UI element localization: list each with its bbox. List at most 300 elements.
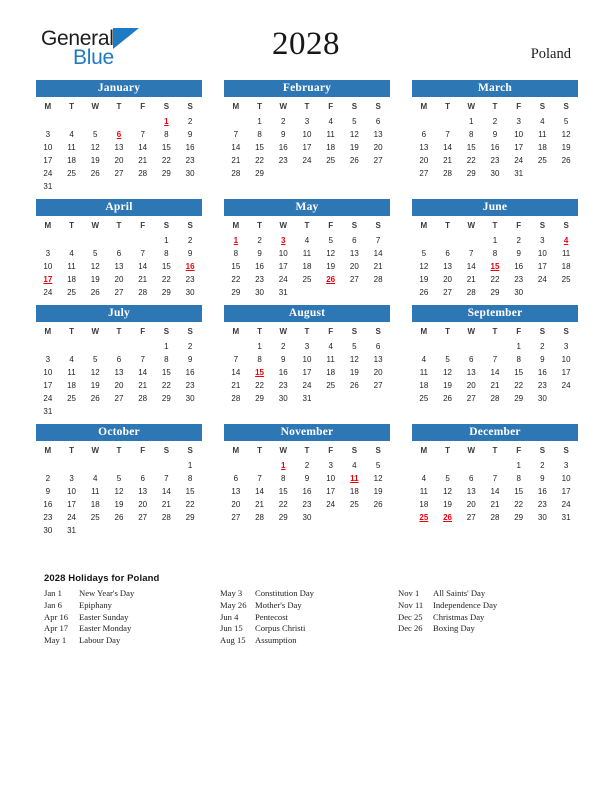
day-cell-holiday: 16 (185, 262, 195, 271)
day-cell: 23 (255, 275, 264, 284)
holiday-name: All Saints' Day (433, 588, 486, 598)
week-row (36, 180, 202, 193)
day-cell: 11 (419, 487, 428, 496)
day-cell: 12 (419, 262, 429, 271)
day-cell: 29 (490, 288, 500, 297)
day-cell-empty (107, 524, 131, 537)
day-cell-empty (343, 511, 367, 524)
weekday-header-4: F (140, 102, 146, 111)
day-cell: 5 (352, 117, 357, 126)
day-cell: 19 (326, 262, 336, 271)
week-row (36, 485, 202, 498)
day-cell: 30 (302, 513, 312, 522)
day-cell-empty (83, 340, 107, 353)
month-name-header: February (224, 80, 390, 97)
day-cell: 13 (114, 143, 124, 152)
weekday-header-5: S (539, 102, 546, 111)
weekday-header-2: W (467, 327, 476, 336)
day-cell: 22 (278, 500, 288, 509)
day-cell: 13 (419, 143, 429, 152)
day-cell: 9 (187, 130, 193, 139)
week-row (224, 260, 390, 273)
day-cell: 21 (138, 381, 148, 390)
week-row (412, 286, 578, 299)
day-cell-empty (436, 459, 460, 472)
day-cell: 1 (164, 342, 169, 351)
day-cell: 17 (43, 381, 53, 390)
day-cell-empty (412, 115, 436, 128)
day-cell-empty (107, 340, 131, 353)
holiday-name: Labour Day (79, 635, 121, 646)
day-cell: 14 (255, 487, 264, 496)
day-cell: 21 (373, 262, 383, 271)
day-cell: 9 (281, 355, 286, 364)
day-cell: 23 (278, 381, 288, 390)
day-cell: 24 (67, 513, 76, 522)
holiday-entry (220, 588, 398, 600)
day-cell: 12 (90, 368, 100, 377)
day-cell-empty (343, 286, 367, 299)
day-cell: 11 (419, 368, 428, 377)
day-cell-empty (366, 167, 390, 180)
holiday-name: Pentecost (255, 611, 288, 622)
day-cell-holiday: 4 (563, 236, 569, 245)
day-cell: 15 (161, 368, 171, 377)
day-cell: 7 (375, 236, 381, 245)
day-cell-holiday: 25 (419, 513, 429, 522)
weekday-header-6: S (563, 446, 569, 455)
day-cell: 13 (114, 368, 124, 377)
day-cell: 31 (302, 394, 312, 403)
day-cell-empty (531, 286, 555, 299)
weekday-header-row (224, 324, 390, 340)
day-cell: 28 (138, 288, 148, 297)
day-cell: 26 (443, 394, 452, 403)
day-cell: 12 (561, 130, 571, 139)
day-cell: 4 (93, 474, 98, 483)
day-cell: 10 (537, 249, 547, 258)
day-cell: 15 (466, 143, 476, 152)
day-cell: 5 (93, 249, 98, 258)
weekday-header-4: F (328, 221, 334, 230)
months-grid (36, 80, 578, 543)
day-cell: 15 (185, 487, 195, 496)
holiday-name: Epiphany (79, 599, 112, 610)
weekday-header-2: W (279, 102, 288, 111)
day-cell: 7 (140, 355, 145, 364)
weekday-header-2: W (467, 102, 476, 111)
day-cell: 11 (561, 249, 571, 258)
day-cell: 21 (466, 275, 476, 284)
day-cell: 18 (302, 262, 312, 271)
day-cell: 27 (138, 513, 148, 522)
week-row (412, 128, 578, 141)
day-cell: 12 (326, 249, 336, 258)
day-cell: 6 (352, 236, 357, 245)
month-name-header: March (412, 80, 578, 97)
weekday-header-row (36, 324, 202, 340)
day-cell-holiday: 17 (43, 275, 53, 284)
day-cell-empty (60, 340, 84, 353)
day-cell: 20 (373, 143, 383, 152)
weekday-header-3: T (116, 446, 122, 455)
holidays-legend (44, 573, 574, 647)
month-name-header: November (224, 424, 390, 441)
day-cell: 17 (561, 368, 571, 377)
day-cell: 29 (255, 169, 264, 178)
weekday-header-row (412, 443, 578, 459)
week-row (224, 485, 390, 498)
month-day-grid (412, 218, 578, 299)
day-cell-empty (436, 115, 460, 128)
holiday-entry (398, 623, 574, 635)
day-cell: 29 (161, 394, 171, 403)
day-cell: 15 (161, 143, 171, 152)
day-cell-holiday: 15 (490, 262, 500, 271)
day-cell-holiday: 26 (443, 513, 452, 522)
day-cell: 6 (445, 249, 450, 258)
day-cell: 3 (540, 236, 545, 245)
day-cell: 18 (537, 143, 547, 152)
month-october (36, 424, 202, 537)
day-cell: 20 (114, 275, 124, 284)
day-cell-empty (178, 180, 202, 193)
day-cell: 19 (114, 500, 124, 509)
day-cell-empty (83, 459, 107, 472)
day-cell: 1 (469, 117, 474, 126)
day-cell: 5 (375, 461, 381, 470)
weekday-header-6: S (375, 327, 381, 336)
holidays-columns (44, 588, 574, 647)
day-cell: 23 (537, 500, 547, 509)
day-cell: 20 (114, 156, 124, 165)
day-cell: 25 (537, 156, 547, 165)
day-cell: 2 (45, 474, 51, 483)
day-cell: 25 (90, 513, 100, 522)
weekday-header-2: W (91, 446, 100, 455)
day-cell: 23 (278, 156, 288, 165)
day-cell: 13 (349, 249, 359, 258)
week-row (36, 511, 202, 524)
day-cell: 17 (302, 368, 312, 377)
weekday-header-4: F (328, 327, 334, 336)
weekday-header-1: T (445, 221, 450, 230)
day-cell: 20 (231, 500, 241, 509)
weekday-header-4: F (328, 102, 334, 111)
weekday-header-2: W (279, 327, 288, 336)
holiday-name: Constitution Day (255, 588, 314, 598)
day-cell: 14 (231, 143, 241, 152)
day-cell-empty (319, 392, 343, 405)
day-cell: 28 (490, 394, 500, 403)
day-cell: 12 (114, 487, 124, 496)
week-row (36, 154, 202, 167)
week-row (224, 141, 390, 154)
day-cell-empty (131, 234, 155, 247)
day-cell: 31 (43, 182, 53, 191)
day-cell: 9 (304, 474, 310, 483)
day-cell: 2 (304, 461, 310, 470)
day-cell: 11 (91, 487, 100, 496)
day-cell: 9 (540, 355, 545, 364)
holiday-date: Apr 17 (44, 623, 69, 634)
day-cell: 15 (255, 143, 264, 152)
weekday-header-5: S (163, 221, 170, 230)
month-day-grid (224, 324, 390, 405)
weekday-header-0: M (44, 221, 52, 230)
holidays-legend-title: 2028 Holidays for Poland (44, 573, 160, 584)
holiday-date: May 3 (220, 588, 243, 598)
day-cell: 18 (349, 487, 359, 496)
day-cell: 16 (537, 487, 547, 496)
day-cell: 24 (43, 169, 53, 178)
day-cell: 11 (67, 143, 76, 152)
day-cell: 14 (490, 487, 500, 496)
holiday-entry (220, 600, 398, 612)
day-cell: 24 (326, 500, 336, 509)
day-cell-empty (295, 167, 319, 180)
weekday-header-3: T (116, 327, 122, 336)
day-cell: 17 (561, 487, 571, 496)
week-row (36, 141, 202, 154)
day-cell: 14 (138, 368, 148, 377)
day-cell-empty (436, 340, 460, 353)
day-cell-empty (36, 234, 60, 247)
week-row (224, 459, 390, 472)
week-row (412, 472, 578, 485)
day-cell: 20 (138, 500, 148, 509)
day-cell: 18 (67, 156, 76, 165)
day-cell-holiday: 1 (233, 236, 239, 245)
day-cell-empty (459, 340, 483, 353)
day-cell: 14 (138, 262, 148, 271)
weekday-header-6: S (375, 102, 381, 111)
week-row (224, 115, 390, 128)
holiday-name: Christmas Day (433, 611, 485, 622)
weekday-header-1: T (69, 446, 74, 455)
week-row (224, 472, 390, 485)
day-cell: 26 (90, 169, 100, 178)
week-row (36, 234, 202, 247)
month-day-grid (224, 443, 390, 524)
weekday-header-0: M (232, 446, 240, 455)
day-cell: 9 (187, 249, 193, 258)
holidays-column-3 (398, 588, 574, 647)
day-cell-empty (107, 405, 131, 418)
day-cell: 18 (67, 381, 76, 390)
weekday-header-5: S (539, 327, 546, 336)
day-cell: 26 (90, 288, 100, 297)
week-row (412, 115, 578, 128)
month-row (36, 80, 578, 193)
weekday-header-5: S (539, 446, 546, 455)
day-cell: 5 (116, 474, 122, 483)
day-cell-holiday: 1 (281, 461, 286, 470)
day-cell-empty (459, 459, 483, 472)
day-cell: 28 (138, 169, 148, 178)
day-cell: 17 (537, 262, 547, 271)
week-row (412, 273, 578, 286)
weekday-header-4: F (328, 446, 334, 455)
day-cell: 4 (421, 355, 427, 364)
day-cell: 21 (231, 156, 241, 165)
day-cell: 8 (516, 355, 521, 364)
day-cell: 27 (114, 169, 124, 178)
day-cell: 25 (302, 275, 312, 284)
day-cell: 8 (492, 249, 498, 258)
day-cell: 23 (490, 156, 500, 165)
day-cell: 14 (373, 249, 383, 258)
day-cell: 18 (90, 500, 100, 509)
day-cell-empty (178, 524, 202, 537)
weekday-header-5: S (351, 221, 358, 230)
weekday-header-5: S (163, 327, 170, 336)
day-cell: 25 (326, 381, 336, 390)
weekday-header-0: M (420, 446, 428, 455)
day-cell: 16 (302, 487, 312, 496)
week-row (412, 141, 578, 154)
day-cell: 29 (231, 288, 241, 297)
holiday-date: Nov 1 (398, 588, 420, 598)
day-cell: 27 (349, 275, 359, 284)
weekday-header-6: S (375, 221, 381, 230)
day-cell: 18 (419, 500, 429, 509)
day-cell: 27 (466, 394, 476, 403)
holiday-date: Jun 4 (220, 611, 239, 622)
day-cell: 23 (43, 513, 53, 522)
holiday-name: Assumption (255, 635, 297, 646)
day-cell: 15 (231, 262, 241, 271)
weekday-header-6: S (187, 446, 193, 455)
country-label: Poland (530, 46, 571, 62)
week-row (36, 247, 202, 260)
day-cell: 18 (326, 368, 336, 377)
day-cell: 10 (43, 262, 53, 271)
day-cell-empty (295, 286, 319, 299)
month-june (412, 199, 578, 299)
weekday-header-5: S (351, 446, 358, 455)
week-row (224, 273, 390, 286)
day-cell: 5 (93, 130, 98, 139)
day-cell: 11 (302, 249, 312, 258)
weekday-header-1: T (69, 221, 74, 230)
day-cell: 20 (466, 500, 476, 509)
day-cell-empty (459, 234, 483, 247)
holiday-entry (44, 600, 220, 612)
week-row (224, 286, 390, 299)
month-name-header: January (36, 80, 202, 97)
day-cell: 28 (231, 394, 241, 403)
day-cell: 26 (561, 156, 571, 165)
day-cell: 10 (514, 130, 524, 139)
weekday-header-2: W (91, 221, 100, 230)
weekday-header-row (412, 99, 578, 115)
month-name-header: April (36, 199, 202, 216)
day-cell: 24 (302, 381, 312, 390)
day-cell: 19 (349, 143, 359, 152)
week-row (36, 260, 202, 273)
month-august (224, 305, 390, 418)
month-row (36, 305, 578, 418)
weekday-header-3: T (304, 327, 310, 336)
weekday-header-3: T (304, 221, 310, 230)
day-cell: 13 (466, 487, 476, 496)
day-cell: 29 (161, 169, 171, 178)
holiday-date: Jan 1 (44, 588, 62, 598)
day-cell: 17 (326, 487, 336, 496)
day-cell: 2 (187, 117, 193, 126)
month-name-header: May (224, 199, 390, 216)
holiday-date: Apr 16 (44, 611, 69, 622)
day-cell: 9 (187, 355, 193, 364)
weekday-header-3: T (116, 221, 122, 230)
day-cell: 2 (281, 117, 286, 126)
day-cell: 5 (445, 474, 450, 483)
day-cell: 30 (278, 394, 288, 403)
weekday-header-3: T (492, 327, 498, 336)
day-cell: 30 (514, 288, 524, 297)
day-cell: 22 (161, 381, 171, 390)
weekday-header-5: S (163, 446, 170, 455)
day-cell: 19 (443, 500, 452, 509)
holiday-entry (220, 612, 398, 624)
month-name-header: December (412, 424, 578, 441)
day-cell: 8 (281, 474, 286, 483)
day-cell: 16 (278, 143, 288, 152)
weekday-header-row (412, 218, 578, 234)
day-cell: 26 (419, 288, 429, 297)
day-cell: 30 (43, 526, 53, 535)
day-cell: 19 (90, 381, 100, 390)
week-row (412, 340, 578, 353)
day-cell-empty (60, 459, 84, 472)
day-cell: 3 (45, 249, 51, 258)
day-cell: 8 (257, 355, 262, 364)
day-cell: 5 (352, 342, 357, 351)
weekday-header-0: M (44, 446, 52, 455)
weekday-header-4: F (516, 221, 522, 230)
day-cell: 31 (514, 169, 524, 178)
holidays-column-2 (220, 588, 398, 647)
day-cell: 26 (114, 513, 124, 522)
day-cell: 13 (231, 487, 241, 496)
weekday-header-3: T (492, 221, 498, 230)
day-cell: 13 (114, 262, 124, 271)
weekday-header-0: M (420, 327, 428, 336)
day-cell: 22 (185, 500, 195, 509)
day-cell-empty (271, 167, 295, 180)
weekday-header-2: W (91, 102, 100, 111)
day-cell-holiday: 11 (350, 474, 359, 483)
weekday-header-4: F (140, 327, 146, 336)
day-cell: 2 (540, 342, 545, 351)
day-cell: 9 (257, 249, 262, 258)
day-cell: 22 (255, 381, 264, 390)
weekday-header-4: F (516, 102, 522, 111)
week-row (412, 459, 578, 472)
day-cell: 13 (373, 355, 383, 364)
weekday-header-1: T (257, 221, 262, 230)
week-row (412, 379, 578, 392)
week-row (36, 405, 202, 418)
day-cell: 25 (349, 500, 359, 509)
day-cell: 24 (561, 381, 571, 390)
day-cell: 19 (90, 156, 100, 165)
day-cell-empty (366, 392, 390, 405)
holiday-name: Easter Monday (79, 623, 132, 634)
day-cell: 5 (421, 249, 427, 258)
day-cell: 22 (231, 275, 241, 284)
